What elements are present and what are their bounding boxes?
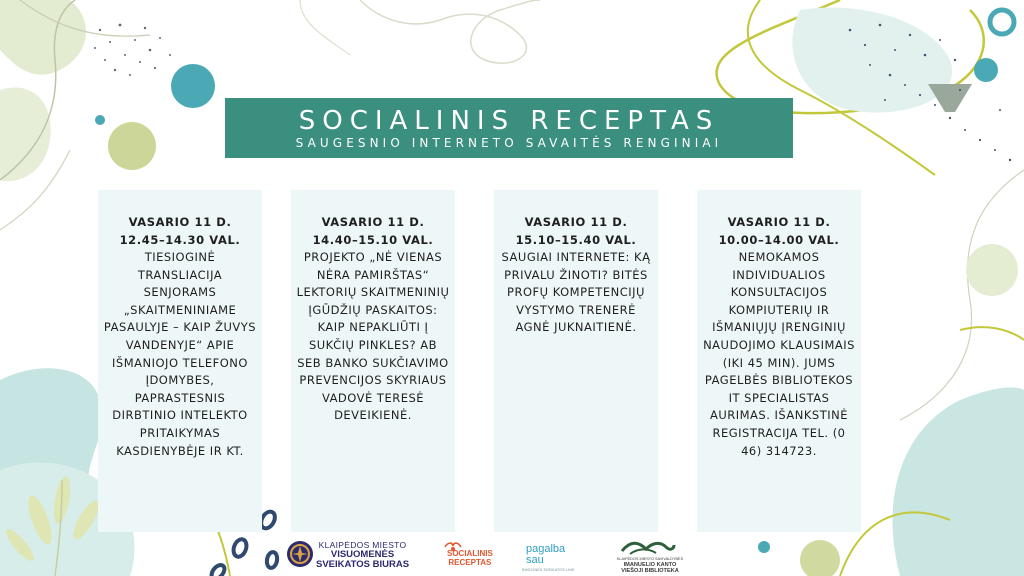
logo-health-bureau: [282, 537, 414, 576]
social-prescription-line-1: SOCIALINIS: [447, 549, 493, 558]
event-time: 10.00–14.00 VAL.: [718, 233, 840, 247]
event-time: 14.40–15.10 VAL.: [312, 233, 434, 247]
event-time: 15.10–15.40 VAL.: [515, 233, 637, 247]
teal-dot-small: [95, 115, 105, 125]
health-bureau-line-1: KLAIPĖDOS MIESTO: [318, 540, 407, 550]
health-bureau-emblem-icon: [286, 540, 314, 568]
page-title: SOCIALINIS RECEPTAS: [298, 106, 720, 136]
event-description: NEMOKAMOS INDIVIDUALIOS KONSULTACIJOS KOMPIUTERIŲ IR IŠMANIŲJŲ ĮRENGINIŲ NAUDOJIMO KLAUSIMAIS (IKI 45 MIN). JUMS PAGELBĖS BIBLIOTEKOS IT SPECIALISTAS AURIMAS. IŠANKSTINĖ REGISTRACIJA TEL. (0 46) 314723.: [703, 250, 855, 458]
green-dotted-circle-bottom: [800, 540, 840, 576]
health-bureau-name: [316, 540, 409, 570]
mint-blob-bottom-right: [893, 388, 1024, 576]
event-description: TIESIOGINĖ TRANSLIACIJA SENJORAMS „SKAITMENINIAME PASAULYJE – KAIP ŽUVYS VANDENYJE“ APIE IŠMANIOJO TELEFONO ĮDOMYBES, PAPRASTESNIS DIRBTINIO INTELEKTO PRITAIKYMAS KASDIENYBĖJE IR KT.: [103, 250, 257, 458]
event-date: VASARIO 11 D.: [128, 215, 232, 229]
sau-word: sau: [526, 554, 544, 566]
library-line-2: IMANUELIO KANTO: [623, 562, 677, 568]
mint-blob-top-right: [792, 7, 952, 112]
green-dotted-circle: [108, 122, 156, 170]
event-date: VASARIO 11 D.: [321, 215, 425, 229]
event-card: [98, 190, 262, 532]
health-bureau-line-3: SVEIKATOS BIURAS: [316, 559, 410, 570]
library-wave-icon: [620, 539, 676, 556]
social-prescription-line-2: RECEPTAS: [448, 558, 492, 567]
library-line-3: VIEŠOJI BIBLIOTEKA: [621, 568, 679, 574]
logo-library: [600, 537, 700, 576]
line-art-top-center-2: [300, 0, 350, 55]
event-date: VASARIO 11 D.: [727, 215, 831, 229]
event-description: PROJEKTO „NĖ VIENAS NĖRA PAMIRŠTAS“ LEKTORIŲ SKAITMENINIŲ ĮGŪDŽIŲ PASKAITOS: KAIP NEPAKLIŪTI Į SUKČIŲ PINKLES? AB SEB BANKO SUKČIAVIMO PREVENCIJOS SKYRIAUS VADOVĖ TERESĖ DEVEIKIENĖ.: [296, 250, 450, 423]
social-prescription-name: [447, 549, 493, 567]
logo-pagalba-sau: [522, 537, 582, 576]
event-date: VASARIO 11 D.: [524, 215, 628, 229]
library-line-1: KLAIPĖDOS MIESTO SAVIVALDYBĖS: [616, 557, 684, 561]
teal-dot-bottom-right: [758, 541, 770, 553]
teal-dot-top-left: [171, 64, 215, 108]
library-name: [600, 556, 700, 574]
event-card: [291, 190, 455, 532]
pagalba-word: pagalba: [526, 543, 566, 555]
teal-ring-top-right: [990, 10, 1014, 34]
event-card: [494, 190, 658, 532]
page-subtitle: SAUGESNIO INTERNETO SAVAITĖS RENGINIAI: [295, 136, 723, 150]
event-card: [697, 190, 861, 532]
teal-dot-top-right: [974, 58, 998, 82]
event-time: 12.45–14.30 VAL.: [119, 233, 241, 247]
event-description: SAUGIAI INTERNETE: KĄ PRIVALU ŽINOTI? BITĖS PROFŲ KOMPETENCIJŲ VYSTYMO TRENERĖ AGNĖ JUKNAITIENĖ.: [501, 250, 651, 335]
partner-logos: [282, 537, 702, 576]
pagalba-sau-tagline: EMOCINĖS SVEIKATOS LINK: [522, 568, 575, 572]
logo-social-prescription: [437, 537, 507, 576]
header-banner: [225, 98, 793, 158]
health-bureau-line-2: VISUOMENĖS: [330, 549, 395, 560]
line-art-right: [900, 170, 1024, 420]
speckles-top-left: [94, 24, 171, 76]
sage-circle-right: [966, 244, 1018, 296]
sage-blob-left: [0, 87, 51, 181]
sage-blob-top-left: [0, 0, 86, 75]
pagalba-sau-wordmark: [526, 544, 565, 566]
line-art-top-center: [360, 0, 540, 63]
